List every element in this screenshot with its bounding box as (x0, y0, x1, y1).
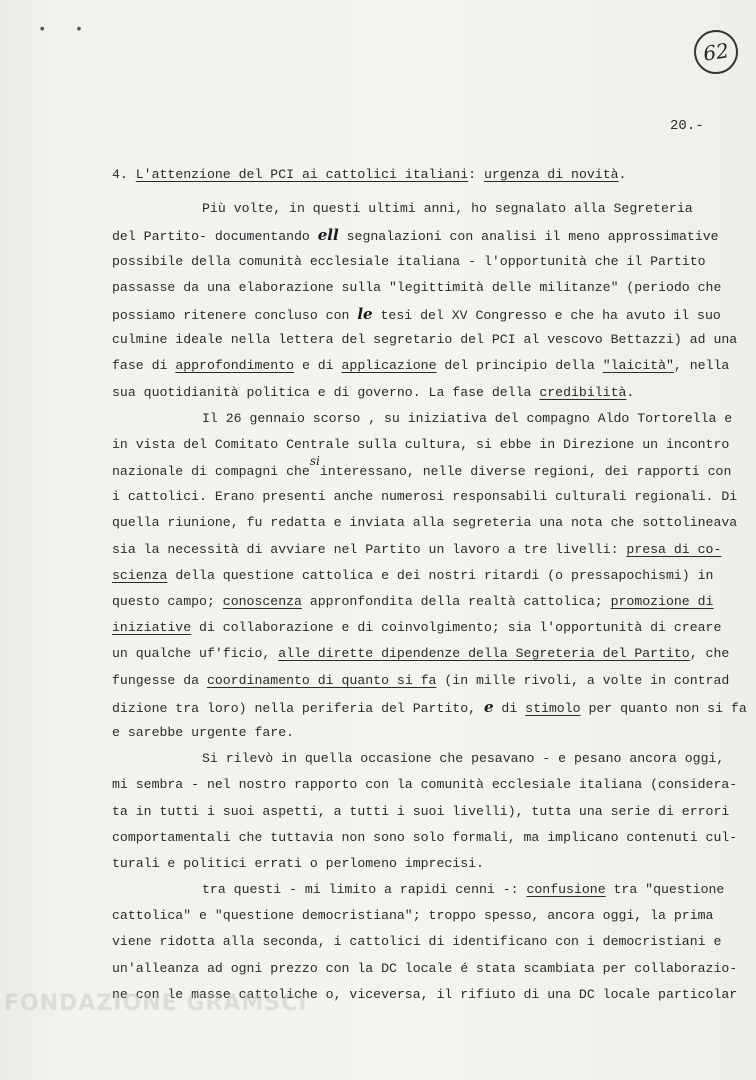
handwritten-correction: le (357, 304, 373, 323)
paragraph-2-line: sia la necessità di avviare nel Partito un lavoro a tre livelli: presa di co- (112, 541, 722, 557)
paragraph-4-line: ne con le masse cattoliche o, viceversa, il rifiuto di una DC locale particolar (112, 986, 738, 1002)
paragraph-3-line: ta in tutti i suoi aspetti, a tutti i suoi livelli), tutta una serie di errori (112, 803, 730, 819)
paragraph-4-line: cattolica" e "questione democristiana"; troppo spesso, ancora oggi, la prima (112, 908, 714, 924)
paragraph-2-line: iniziative di collaborazione e di coinvolgimento; sia l'opportunità di creare (112, 620, 722, 636)
paragraph-3-line: Si rilevò in quella occasione che pesavano - e pesano ancora oggi, (202, 751, 725, 767)
section-heading: 4. L'attenzione del PCI ai cattolici italiani: urgenza di novità. (112, 167, 627, 182)
paragraph-1-line: del Partito- documentando ell segnalazioni con analisi il meno approssimative (112, 226, 719, 245)
paragraph-2-line: dizione tra loro) nella periferia del Partito, e di stimolo per quanto non si fa (112, 697, 747, 716)
paragraph-2-line: un qualche uf'ficio, alle dirette dipendenze della Segreteria del Partito, che (112, 646, 730, 662)
paragraph-1-line: sua quotidianità politica e di governo. La fase della credibilità. (112, 384, 635, 400)
paragraph-2-line: questo campo; conoscenza appronfondita della realtà cattolica; promozione di (112, 594, 714, 609)
paragraph-3-line: mi sembra - nel nostro rapporto con la comunità ecclesiale italiana (considera- (112, 777, 738, 793)
paragraph-1-line: culmine ideale nella lettera del segretario del PCI al vescovo Bettazzi) ad una (112, 332, 738, 348)
paragraph-2-line: nazionale di compagni chesiinteressano, nelle diverse regioni, dei rapporti con (112, 454, 732, 480)
handwritten-correction: ell (317, 226, 339, 245)
paragraph-2-line: Il 26 gennaio scorso , su iniziativa del compagno Aldo Tortorella e (202, 410, 733, 426)
archive-watermark: FONDAZIONE GRAMSCI (4, 991, 308, 1016)
paragraph-2-line: quella riunione, fu redatta e inviata alla segreteria una nota che sottolineava (112, 515, 738, 531)
paragraph-1-line: possibile della comunità ecclesiale italiana - l'opportunità che il Partito (112, 253, 706, 269)
paragraph-2-line: e sarebbe urgente fare. (112, 724, 295, 740)
paragraph-4-line: un'alleanza ad ogni prezzo con la DC locale é stata scambiata per collaborazio- (112, 960, 738, 976)
paragraph-2-line: in vista del Comitato Centrale sulla cultura, si ebbe in Direzione un incontro (112, 436, 730, 452)
typed-text (112, 162, 747, 1008)
typed-page-number: 20.- (670, 118, 704, 134)
paragraph-4-line: viene ridotta alla seconda, i cattolici di identificano con i democristiani e (112, 934, 722, 950)
paragraph-1-line: passasse da una elaborazione sulla "legittimità delle militanze" (periodo che (112, 279, 722, 295)
handwritten-page-number: 62 (691, 27, 741, 77)
paragraph-2-line: fungesse da coordinamento di quanto si fa (in mille rivoli, a volte in contrad (112, 672, 730, 688)
paragraph-3-line: turali e politici errati o perlomeno imprecisi. (112, 855, 484, 871)
handwritten-insertion: si (309, 454, 320, 469)
margin-marks: • • (38, 22, 94, 38)
paragraph-4-line: tra questi - mi limito a rapidi cenni -: confusione tra "questione (202, 882, 725, 898)
paragraph-1-line: fase di approfondimento e di applicazione del principio della "laicità", nella (112, 358, 730, 374)
handwritten-correction: e (483, 697, 494, 716)
paragraph-2-line: scienza della questione cattolica e dei nostri ritardi (o pressapochismi) in (112, 567, 714, 583)
paragraph-1-line: possiamo ritenere concluso con le tesi del XV Congresso e che ha avuto il suo (112, 304, 721, 323)
paragraph-3-line: comportamentali che tuttavia non sono solo formali, ma implicano contenuti cul- (112, 829, 738, 845)
paragraph-1-line: Più volte, in questi ultimi anni, ho segnalato alla Segreteria (202, 201, 693, 217)
paragraph-2-line: i cattolici. Erano presenti anche numerosi responsabili culturali regionali. Di (112, 489, 738, 505)
